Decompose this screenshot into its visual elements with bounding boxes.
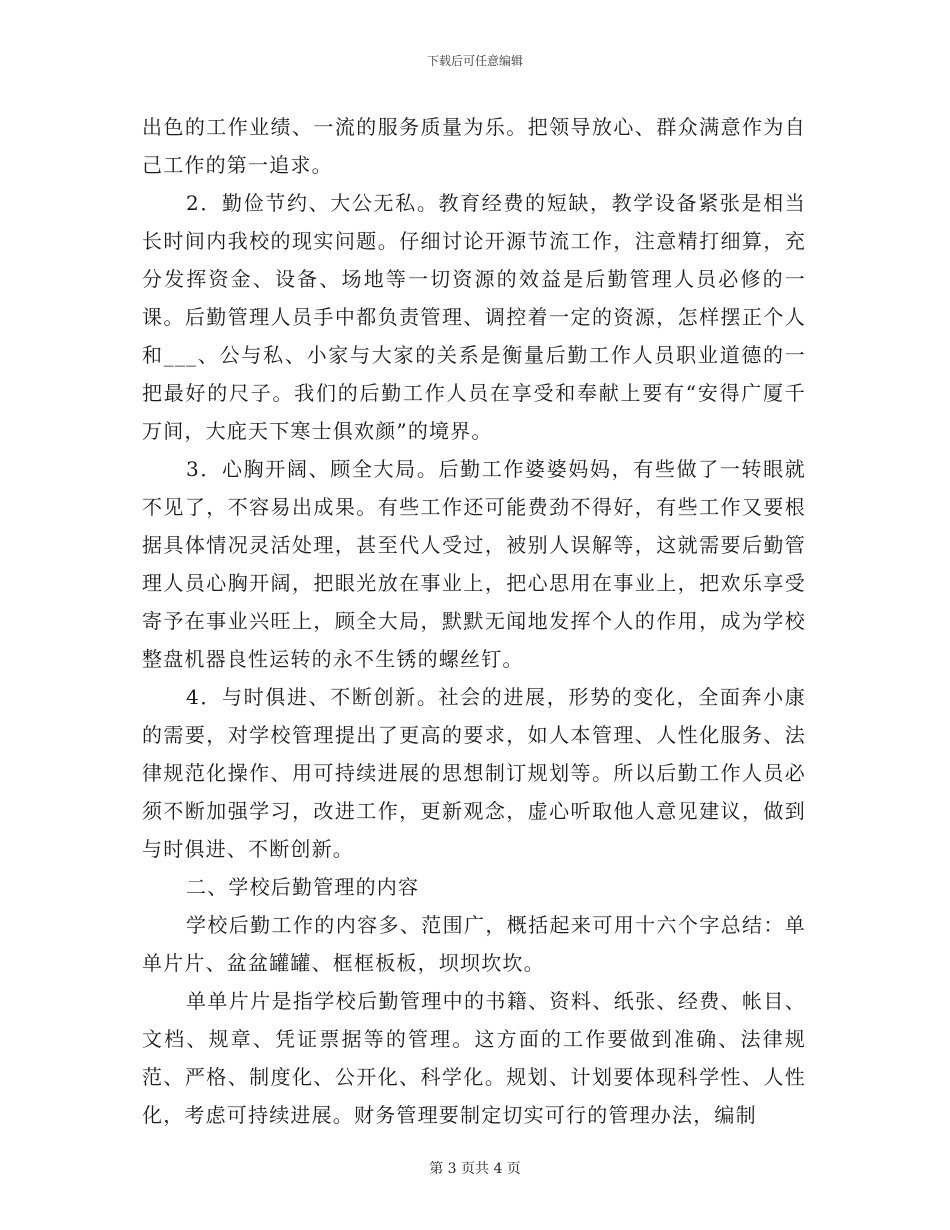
paragraph-summary: 学校后勤工作的内容多、范围广，概括起来可用十六个字总结：单单片片、盆盆罐罐、框框板板，坝坝坎坎。	[142, 913, 806, 975]
document-body	[142, 108, 806, 1134]
paragraph-item-2: 2．勤俭节约、大公无私。教育经费的短缺，教学设备紧张是相当长时间内我校的现实问题。仔细讨论开源节流工作，注意精打细算，充分发挥资金、设备、场地等一切资源的效益是后勤管理人员必修的一课。后勤管理人员手中都负责管理、调控着一定的资源，怎样摆正个人和___、公与私、小家与大家的关系是衡量后勤工作人员职业道德的一把最好的尺子。我们的后勤工作人员在享受和奉献上要有“安得广厦千万间，大庇天下寒士俱欢颜”的境界。	[142, 191, 806, 443]
paragraph-continuation: 出色的工作业绩、一流的服务质量为乐。把领导放心、群众满意作为自己工作的第一追求。	[142, 115, 806, 177]
section-heading: 二、学校后勤管理的内容	[186, 875, 420, 899]
page-number: 第 3 页共 4 页	[429, 1161, 521, 1177]
page-header: 下载后可任意编辑	[426, 54, 523, 68]
paragraph-detail: 单单片片是指学校后勤管理中的书籍、资料、纸张、经费、帐目、文档、规章、凭证票据等的管理。这方面的工作要做到准确、法律规范、严格、制度化、公开化、科学化。规划、计划要体现科学性、人性化，考虑可持续进展。财务管理要制定切实可行的管理办法，编制	[142, 989, 806, 1127]
paragraph-item-3: 3．心胸开阔、顾全大局。后勤工作婆婆妈妈，有些做了一转眼就不见了，不容易出成果。有些工作还可能费劲不得好，有些工作又要根据具体情况灵活处理，甚至代人受过，被别人误解等，这就需要后勤管理人员心胸开阔，把眼光放在事业上，把心思用在事业上，把欢乐享受寄予在事业兴旺上，顾全大局，默默无闻地发挥个人的作用，成为学校整盘机器良性运转的永不生锈的螺丝钉。	[142, 457, 806, 671]
paragraph-item-4: 4．与时俱进、不断创新。社会的进展，形势的变化，全面奔小康的需要，对学校管理提出了更高的要求，如人本管理、人性化服务、法律规范化操作、用可持续进展的思想制订规划等。所以后勤工作人员必须不断加强学习，改进工作，更新观念，虚心听取他人意见建议，做到与时俱进、不断创新。	[142, 685, 806, 861]
